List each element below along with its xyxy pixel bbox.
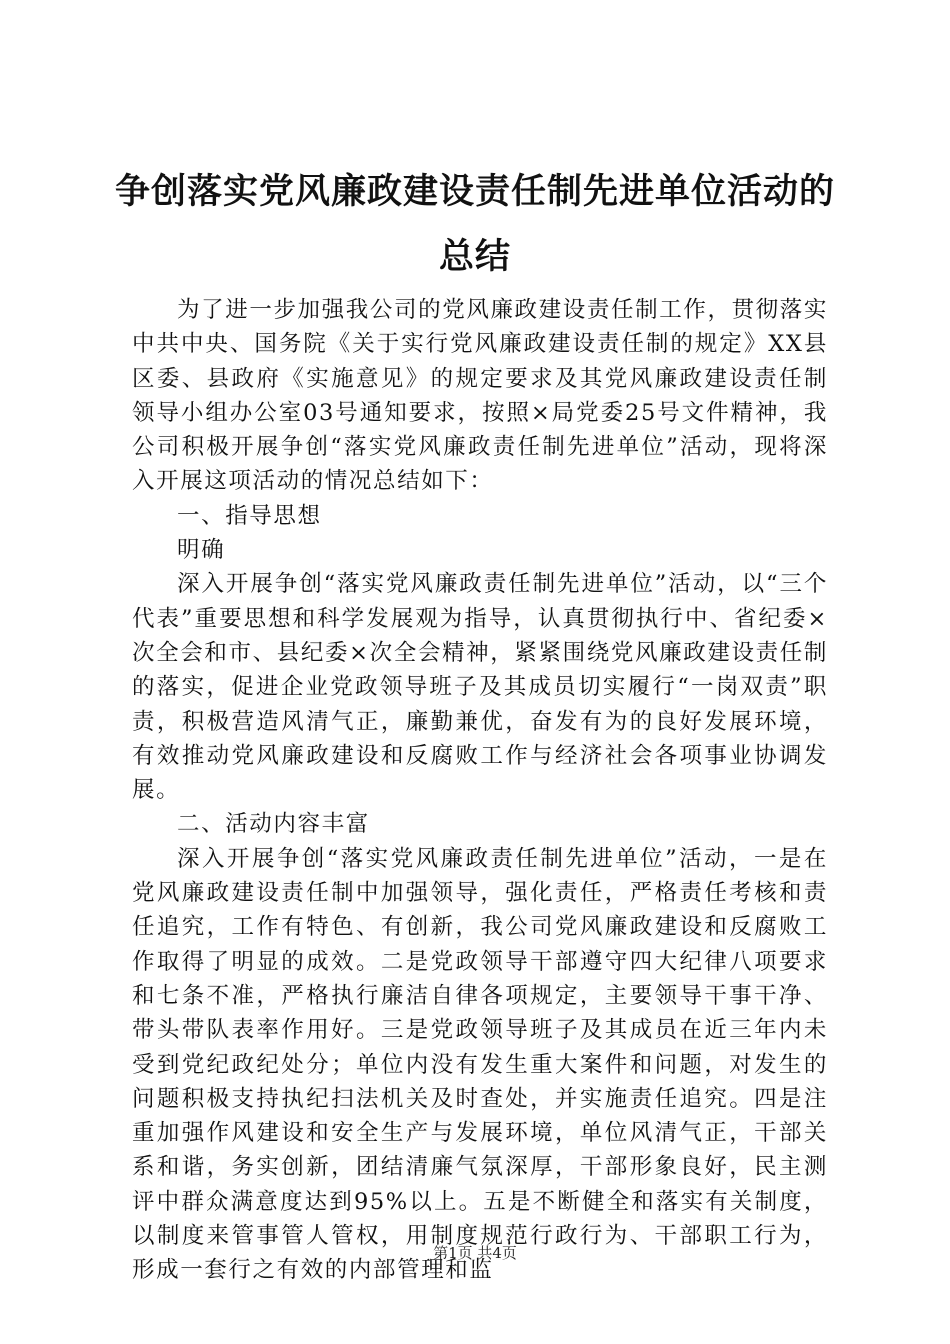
document-body — [132, 293, 828, 1288]
page-footer — [0, 1243, 950, 1263]
intro-paragraph: 为了进一步加强我公司的党风廉政建设责任制工作，贯彻落实中共中央、国务院《关于实行党风廉政建设责任制的规定》XX县区委、县政府《实施意见》的规定要求及其党风廉政建设责任制领导小组办公室03号通知要求，按照×局党委25号文件精神，我公司积极开展争创“落实党风廉政责任制先进单位”活动，现将深入开展这项活动的情况总结如下： — [132, 297, 828, 495]
subheading-clear: 明确 — [177, 537, 226, 564]
guiding-ideology-paragraph: 深入开展争创“落实党风廉政责任制先进单位”活动，以“三个代表”重要思想和科学发展观为指导，认真贯彻执行中、省纪委×次全会和市、县纪委×次全会精神，紧紧围绕党风廉政建设责任制的落实，促进企业党政领导班子及其成员切实履行“一岗双责”职责，积极营造风清气正，廉勤兼优，奋发有为的良好发展环境，有效推动党风廉政建设和反腐败工作与经济社会各项事业协调发展。 — [132, 571, 828, 804]
section-heading-activity-content: 二、活动内容丰富 — [177, 811, 370, 838]
title-line-1: 争创落实党风廉政建设责任制先进单位活动的 — [114, 172, 835, 212]
section-heading-guiding-ideology: 一、指导思想 — [177, 502, 322, 529]
title-line-2: 总结 — [438, 237, 511, 277]
document-title — [110, 160, 840, 290]
page-number: 第1页 共4页 — [433, 1244, 517, 1262]
activity-content-paragraph: 深入开展争创“落实党风廉政责任制先进单位”活动，一是在党风廉政建设责任制中加强领导，强化责任，严格责任考核和责任追究，工作有特色、有创新，我公司党风廉政建设和反腐败工作取得了明显的成效。二是党政领导干部遵守四大纪律八项要求和七条不准，严格执行廉洁自律各项规定，主要领导干事干净、带头带队表率作用好。三是党政领导班子及其成员在近三年内未受到党纪政纪处分；单位内没有发生重大案件和问题，对发生的问题积极支持执纪扫法机关及时查处，并实施责任追究。四是注重加强作风建设和安全生产与发展环境，单位风清气正，干部关系和谐，务实创新，团结清廉气氛深厚，干部形象良好，民主测评中群众满意度达到95%以上。五是不断健全和落实有关制度，以制度来管事管人管权，用制度规范行政行为、干部职工行为，形成一套行之有效的内部管理和监 — [132, 845, 828, 1284]
